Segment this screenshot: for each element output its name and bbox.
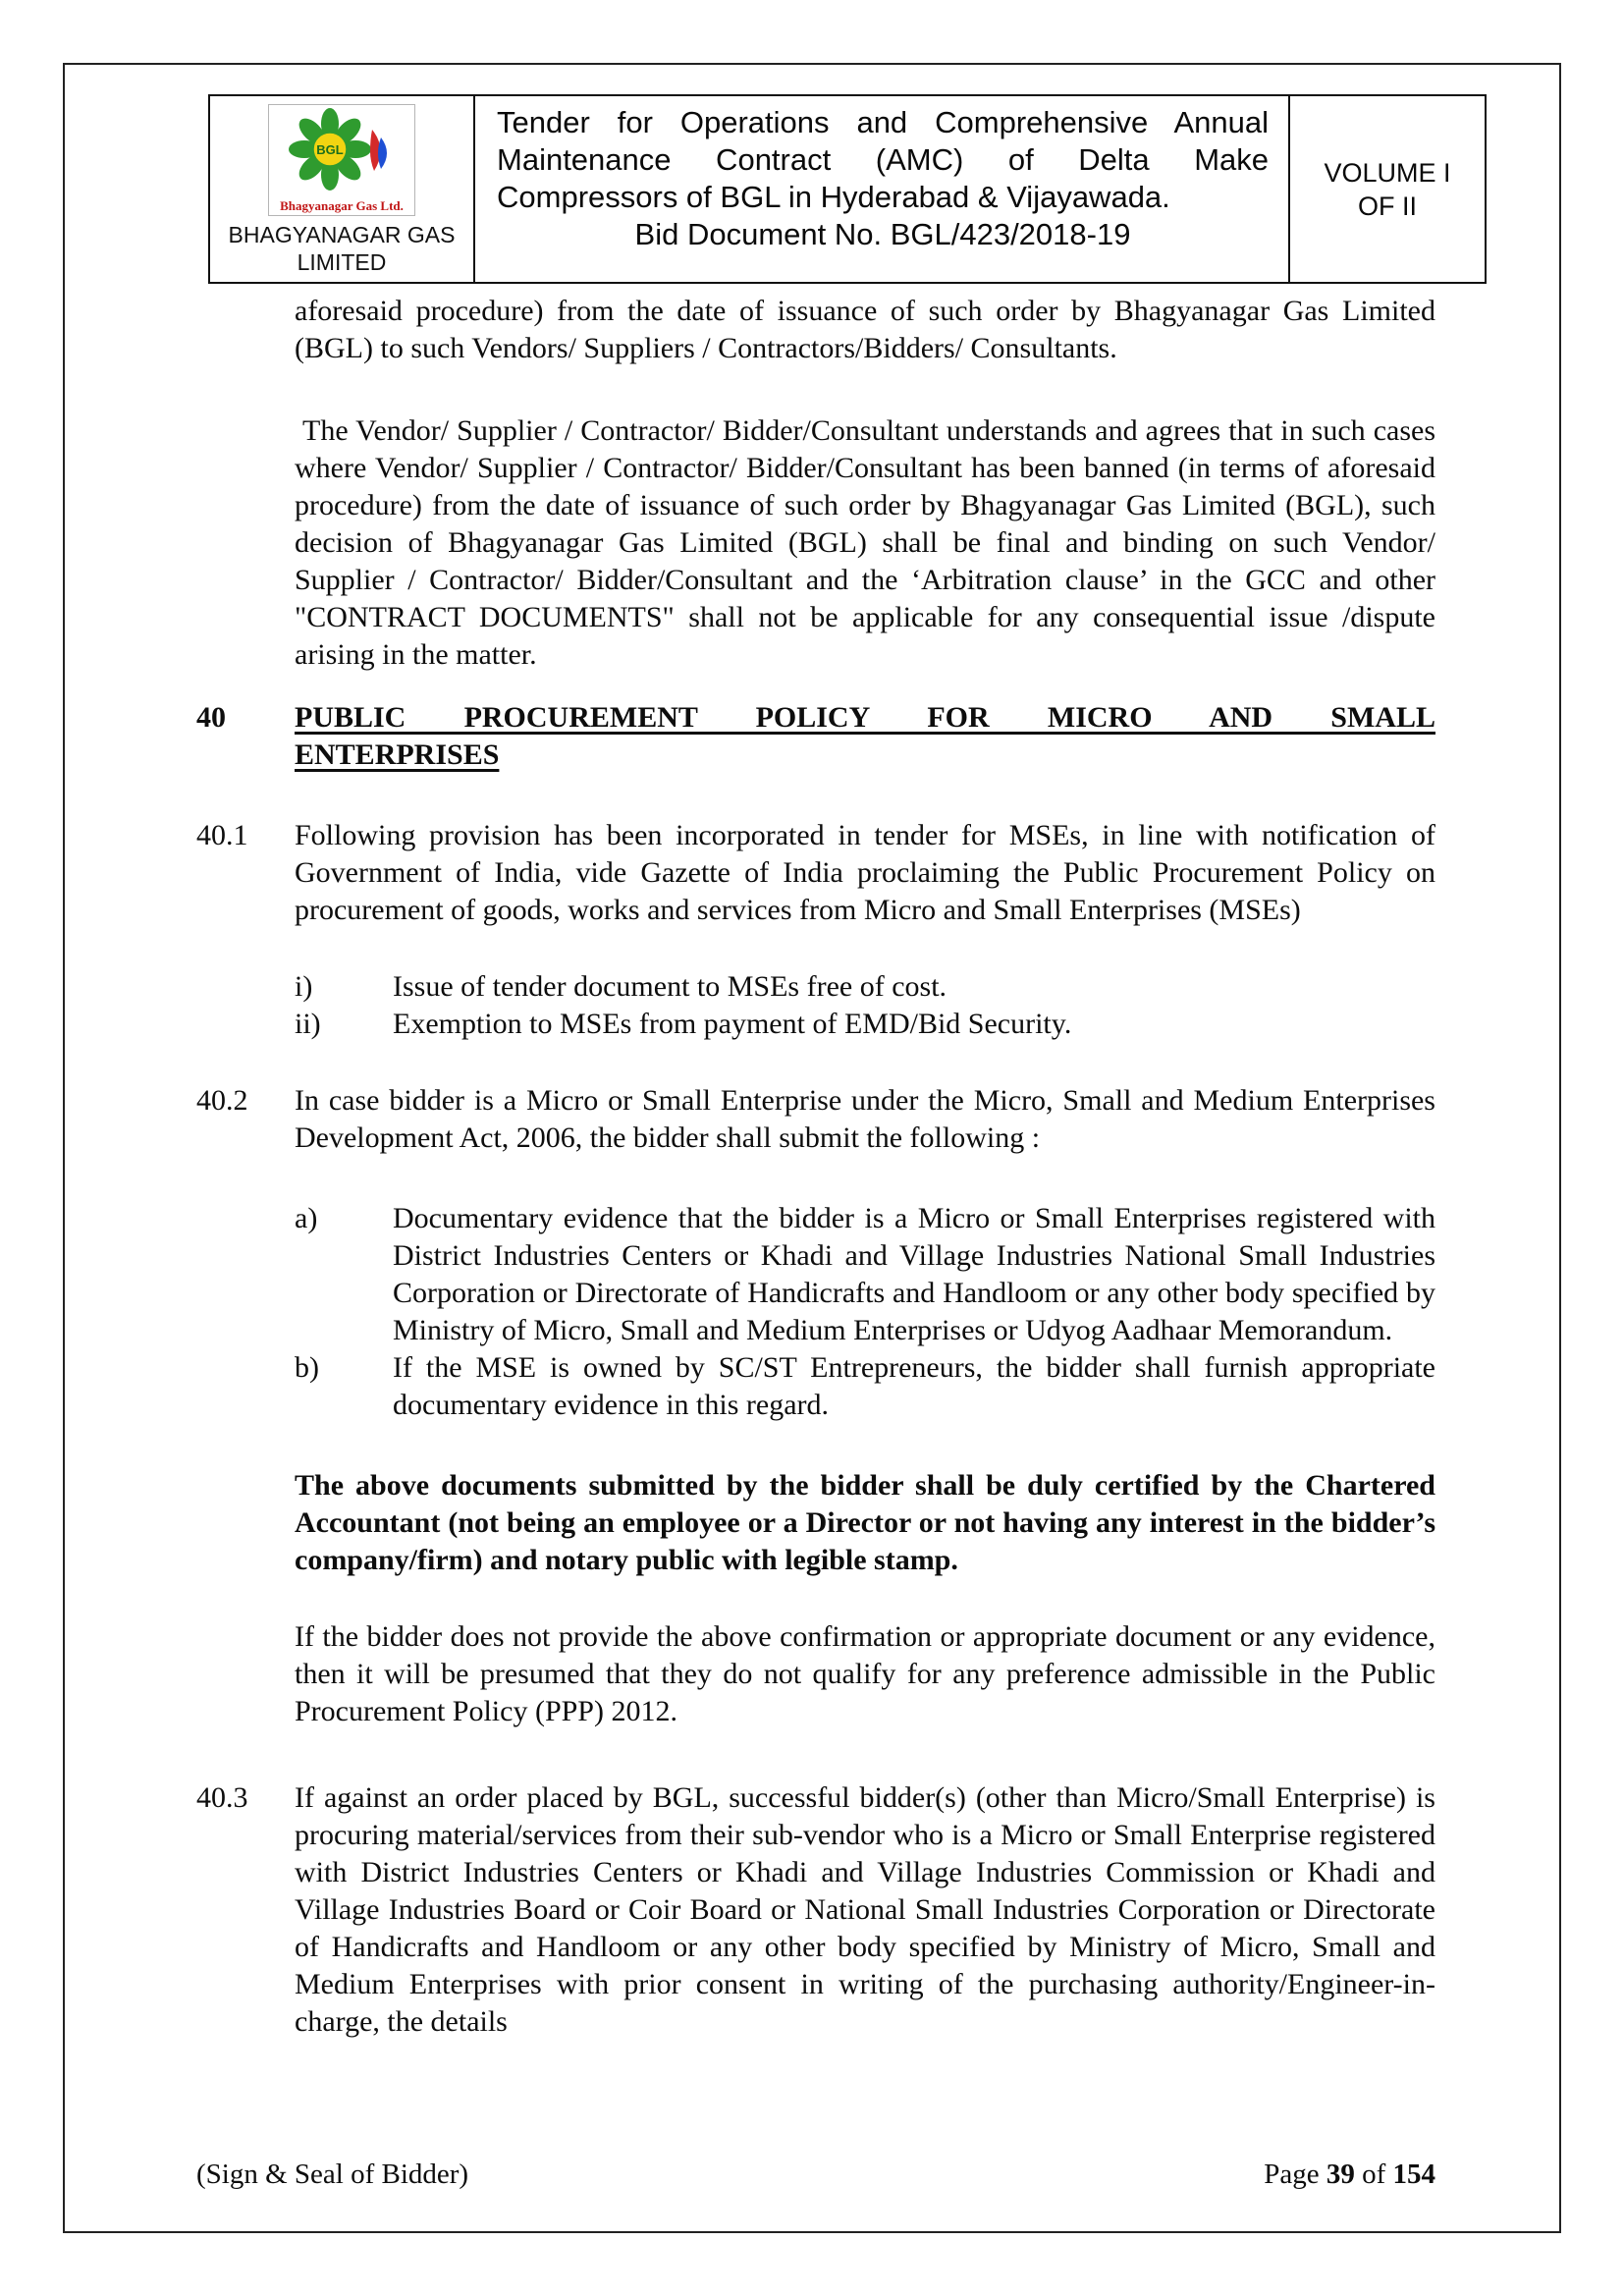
company-name [229,221,456,276]
list-item-text: If the MSE is owned by SC/ST Entrepreneurs, the bidder shall furnish appropriate documentary evidence in this regard. [393,1351,1435,1421]
bgl-acronym: BGL [316,142,344,157]
list-item [295,968,1435,1006]
section-40-1-row [196,817,1435,929]
logo-cell [210,96,473,282]
title-cell [473,96,1288,282]
section-40-heading [295,699,1435,774]
document-footer [196,2157,1435,2192]
mse-evidence-list [295,1200,1435,1424]
section-40-3-number: 40.3 [196,1781,248,1814]
company-name-line1: BHAGYANAGAR GAS [228,222,456,247]
list-item-marker: b) [295,1351,319,1384]
list-item-text: Exemption to MSEs from payment of EMD/Bid Security. [393,1008,1072,1040]
page-number-label [1264,2157,1435,2192]
section-40-2-row [196,1082,1435,1157]
section-40-heading-row [196,699,1435,774]
volume-line2: OF II [1358,191,1417,221]
list-item-text: Issue of tender document to MSEs free of cost. [393,970,947,1003]
bgl-logo [268,104,415,216]
volume-cell [1288,96,1485,282]
document-header [208,94,1487,284]
list-item-marker: i) [295,970,313,1003]
document-title: Tender for Operations and Comprehensive Annual Maintenance Contract (AMC) of Delta Make Compressors of BGL in Hyderabad & Vijayawada. [497,105,1269,214]
volume-line1: VOLUME I [1324,157,1451,188]
section-40-3-row [196,1779,1435,2041]
paragraph-vendor-understanding: The Vendor/ Supplier / Contractor/ Bidder/Consultant understands and agrees that in such cases where Vendor/ Supplier / Contractor/ Bidder/Consultant has been banned (in terms of aforesaid procedure) from the date of issuance of such order by Bhagyanagar Gas Limited (BGL), such decision of Bhagyanagar Gas Limited (BGL) shall be final and binding on such Vendor/ Supplier / Contractor/ Bidder/Consultant and the ‘Arbitration clause’ in the GCC and other "CONTRACT DOCUMENTS" shall not be applicable for any consequential issue /dispute arising in the matter. [295,414,1435,671]
section-40-heading-line1: PUBLIC PROCUREMENT POLICY FOR MICRO AND SMALL [295,701,1435,734]
blue-flame-accent [378,137,387,169]
total-pages: 154 [1392,2159,1435,2190]
logo-brand-line: Bhagyanagar Gas Ltd. [280,198,404,213]
mse-provisions-list [295,968,1435,1043]
section-40-1-text: Following provision has been incorporated in tender for MSEs, in line with notification of Government of India, vide Gazette of India proclaiming the Public Procurement Policy on procurement of goods, works and services from Micro and Small Enterprises (MSEs) [295,819,1435,926]
section-40-2-text: In case bidder is a Micro or Small Enterprise under the Micro, Small and Medium Enterprises Development Act, 2006, the bidder shall submit the following : [295,1084,1435,1154]
paragraph-no-confirmation: If the bidder does not provide the above confirmation or appropriate document or any evidence, then it will be presumed that they do not qualify for any preference admissible in the Public Procurement Policy (PPP) 2012. [295,1620,1435,1727]
company-name-line2: LIMITED [297,249,387,275]
section-40-1-number: 40.1 [196,819,248,851]
section-40-3-text: If against an order placed by BGL, successful bidder(s) (other than Micro/Small Enterprise) is procuring material/services from their sub-vendor who is a Micro or Small Enterprise registered with District Industries Centers or Khadi and Village Industries Commission or Khadi and Village Industries Board or Coir Board or National Small Industries Corporation or Directorate of Handicrafts and Handloom or any other body specified by Ministry of Micro, Small and Medium Enterprises with prior consent in writing of the purchasing authority/Engineer-in-charge, the details [295,1781,1435,2038]
page-number: 39 [1326,2159,1355,2190]
section-40-number: 40 [196,701,226,734]
of-word: of [1362,2159,1386,2190]
list-item [295,1349,1435,1424]
list-item-text: Documentary evidence that the bidder is a Micro or Small Enterprises registered with District Industries Centers or Khadi and Village Industries National Small Industries Corporation or Directorate of Handicrafts and Handloom or any other body specified by Ministry of Micro, Small and Medium Enterprises or Udyog Aadhaar Memorandum. [393,1202,1435,1346]
paragraph-banning-intro: aforesaid procedure) from the date of issuance of such order by Bhagyanagar Gas Limited (BGL) to such Vendors/ Suppliers / Contractors/Bidders/ Consultants. [295,295,1435,364]
list-item-marker: ii) [295,1008,321,1040]
page-word: Page [1264,2159,1320,2190]
bgl-flower-icon [279,108,405,198]
document-body [196,293,1435,2041]
paragraph-certified-documents: The above documents submitted by the bidder shall be duly certified by the Chartered Accountant (not being an employee or a Director or not having any interest in the bidder’s company/firm) and notary public with legible stamp. [295,1469,1435,1576]
list-item [295,1200,1435,1349]
section-40-heading-line2: ENTERPRISES [295,738,500,771]
list-item [295,1006,1435,1043]
bid-document-number: Bid Document No. BGL/423/2018-19 [634,217,1131,251]
sign-seal-label: (Sign & Seal of Bidder) [196,2159,469,2190]
list-item-marker: a) [295,1202,318,1234]
section-40-2-number: 40.2 [196,1084,248,1117]
